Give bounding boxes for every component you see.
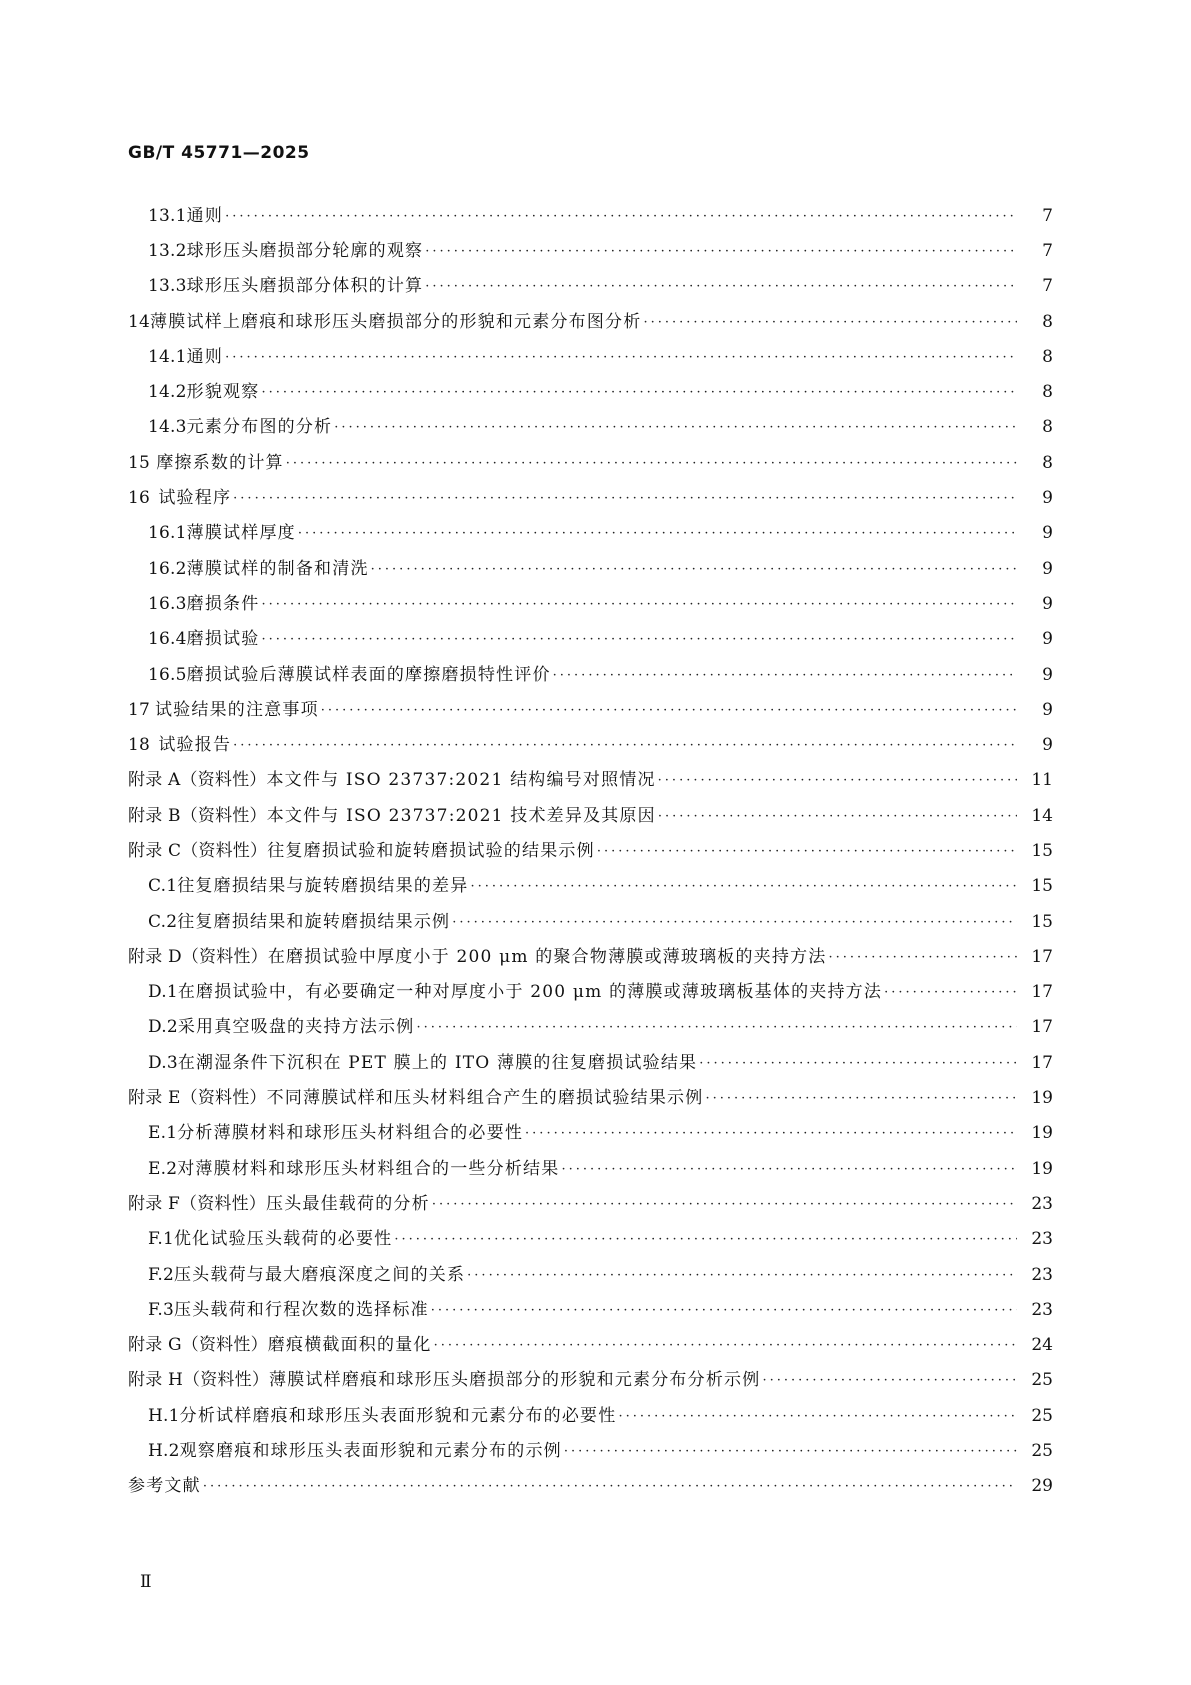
toc-entry-page: 25 [1031,1405,1053,1426]
toc-entry-title: 磨损试验 [186,629,260,650]
toc-dot-leader [597,841,1017,863]
toc-entry[interactable] [128,1116,1053,1151]
toc-entry-number: 13.1 [148,205,187,226]
toc-entry-title: 试验结果的注意事项 [154,699,319,720]
toc-entry-page: 23 [1031,1193,1053,1214]
toc-dot-leader [470,876,1017,898]
toc-entry-page: 8 [1042,452,1053,473]
toc-entry-number: 17 [128,699,151,720]
toc-dot-leader [643,312,1017,334]
toc-entry[interactable] [128,692,1053,727]
toc-entry-page: 23 [1031,1229,1053,1250]
toc-entry-title: 球形压头磨损部分体积的计算 [186,276,424,297]
toc-entry-page: 8 [1042,382,1053,403]
toc-entry-number: 16.2 [148,558,187,579]
toc-entry-title: 薄膜试样的制备和清洗 [186,558,369,579]
toc-entry-page: 19 [1031,1123,1053,1144]
toc-entry-title: 不同薄膜试样和压头材料组合产生的磨损试验结果示例 [266,1088,704,1109]
page-number-roman: Ⅱ [140,1572,152,1592]
toc-entry-title: 试验程序 [158,488,232,509]
toc-dot-leader [525,1123,1017,1145]
toc-entry[interactable] [128,339,1053,374]
toc-entry[interactable] [128,304,1053,339]
toc-dot-leader [564,1441,1017,1463]
toc-entry-title: 球形压头磨损部分轮廓的观察 [186,240,424,261]
toc-entry-number: F.1 [148,1229,174,1250]
toc-entry-title: 薄膜试样磨痕和球形压头磨损部分的形貌和元素分布分析示例 [269,1370,761,1391]
toc-entry-page: 17 [1031,982,1053,1003]
toc-entry-page: 8 [1042,417,1053,438]
toc-entry-number: 16.5 [148,664,187,685]
toc-entry-page: 9 [1042,699,1053,720]
toc-entry[interactable] [128,1433,1053,1468]
toc-dot-leader [233,488,1017,510]
toc-entry-number: E.1 [148,1123,178,1144]
toc-entry[interactable] [128,869,1053,904]
toc-entry-number: F.2 [148,1264,174,1285]
toc-entry-title: 在潮湿条件下沉积在 PET 膜上的 ITO 薄膜的往复磨损试验结果 [177,1052,698,1073]
toc-entry[interactable] [128,586,1053,621]
toc-entry-title: 分析试样磨痕和球形压头表面形貌和元素分布的必要性 [179,1405,617,1426]
toc-dot-leader [425,241,1017,263]
toc-dot-leader [467,1265,1017,1287]
toc-dot-leader [658,806,1017,828]
toc-entry-page: 7 [1042,276,1053,297]
toc-entry[interactable] [128,1151,1053,1186]
toc-entry-number: 18 [128,735,151,756]
toc-entry-page: 9 [1042,664,1053,685]
toc-entry-page: 23 [1031,1264,1053,1285]
toc-entry-title: 往复磨损结果和旋转磨损结果示例 [177,911,451,932]
toc-entry[interactable] [128,233,1053,268]
toc-entry[interactable] [128,622,1053,657]
toc-entry[interactable] [128,1080,1053,1115]
toc-entry[interactable] [128,1328,1053,1363]
toc-entry[interactable] [128,1469,1053,1504]
toc-entry-title: 往复磨损试验和旋转磨损试验的结果示例 [267,840,595,861]
toc-entry-number: C.2 [148,911,178,932]
toc-dot-leader [699,1053,1017,1075]
toc-dot-leader [561,1159,1017,1181]
toc-dot-leader [416,1017,1017,1039]
toc-dot-leader [225,347,1017,369]
toc-entry-number: 附录 H（资料性） [128,1370,270,1391]
toc-entry[interactable] [128,480,1053,515]
toc-entry-page: 17 [1031,946,1053,967]
toc-entry-page: 9 [1042,558,1053,579]
toc-entry[interactable] [128,939,1053,974]
toc-entry[interactable] [128,1186,1053,1221]
toc-entry-number: 13.2 [148,240,187,261]
toc-entry[interactable] [128,904,1053,939]
toc-entry-number: F.3 [148,1299,174,1320]
toc-entry-number: C.1 [148,876,178,897]
toc-dot-leader [233,735,1017,757]
toc-entry-number: 15 [128,452,151,473]
toc-entry[interactable] [128,1257,1053,1292]
toc-entry-title: 压头载荷和行程次数的选择标准 [173,1299,429,1320]
toc-entry-number: 附录 F（资料性） [128,1193,266,1214]
toc-entry-title: 本文件与 ISO 23737:2021 技术差异及其原因 [266,805,656,826]
toc-dot-leader [828,947,1017,969]
toc-entry[interactable] [128,763,1053,798]
toc-entry-page: 17 [1031,1017,1053,1038]
toc-dot-leader [261,629,1017,651]
toc-entry-title: 采用真空吸盘的夹持方法示例 [177,1017,415,1038]
toc-dot-leader [762,1370,1017,1392]
toc-entry-number: H.2 [148,1441,180,1462]
document-number: GB/T 45771—2025 [128,143,310,163]
toc-entry[interactable] [128,551,1053,586]
toc-entry-title: 磨损条件 [186,593,260,614]
toc-dot-leader [618,1406,1017,1428]
toc-entry-page: 9 [1042,735,1053,756]
toc-entry-page: 8 [1042,311,1053,332]
toc-entry-page: 24 [1031,1335,1053,1356]
toc-entry[interactable] [128,198,1053,233]
toc-entry[interactable] [128,1222,1053,1257]
toc-entry-title: 在磨损试验中厚度小于 200 μm 的聚合物薄膜或薄玻璃板的夹持方法 [267,946,827,967]
toc-entry-number: D.3 [148,1052,178,1073]
toc-entry-number: 附录 A（资料性） [128,770,267,791]
toc-entry-page: 15 [1031,840,1053,861]
toc-dot-leader [261,594,1017,616]
toc-entry[interactable] [128,1045,1053,1080]
toc-entry-page: 11 [1031,770,1053,791]
toc-dot-leader [261,382,1017,404]
toc-dot-leader [203,1476,1017,1498]
toc-entry-number: 16.3 [148,593,187,614]
toc-entry-title: 本文件与 ISO 23737:2021 结构编号对照情况 [266,770,656,791]
toc-entry-title: 分析薄膜材料和球形压头材料组合的必要性 [177,1123,524,1144]
toc-dot-leader [225,206,1017,228]
toc-entry-number: 14.2 [148,382,187,403]
toc-entry[interactable] [128,975,1053,1010]
toc-entry[interactable] [128,1292,1053,1327]
toc-entry[interactable] [128,374,1053,409]
toc-entry-page: 29 [1031,1476,1053,1497]
toc-entry[interactable] [128,1010,1053,1045]
toc-entry[interactable] [128,1363,1053,1398]
toc-dot-leader [434,1335,1017,1357]
toc-entry-page: 14 [1031,805,1053,826]
toc-entry-number: 附录 C（资料性） [128,840,268,861]
toc-entry-number: 16.4 [148,629,187,650]
toc-entry-title: 参考文献 [128,1476,201,1497]
toc-entry-title: 优化试验压头载荷的必要性 [173,1229,393,1250]
toc-entry-number: 附录 E（资料性） [128,1088,267,1109]
toc-entry-page: 15 [1031,911,1053,932]
toc-dot-leader [705,1088,1017,1110]
toc-entry-page: 9 [1042,488,1053,509]
toc-dot-leader [553,665,1017,687]
toc-entry[interactable] [128,727,1053,762]
toc-entry[interactable] [128,833,1053,868]
toc-entry-page: 7 [1042,240,1053,261]
toc-entry-number: 16 [128,488,151,509]
toc-dot-leader [321,700,1017,722]
toc-entry-title: 通则 [186,346,224,367]
toc-entry-number: 13.3 [148,276,187,297]
toc-entry-number: 16.1 [148,523,187,544]
toc-entry-page: 19 [1031,1158,1053,1179]
toc-entry-number: E.2 [148,1158,178,1179]
toc-entry-title: 摩擦系数的计算 [156,452,284,473]
toc-entry-number: 14.3 [148,417,187,438]
toc-entry-title: 形貌观察 [186,382,260,403]
toc-entry-title: 磨痕横截面积的量化 [267,1335,432,1356]
toc-entry-page: 17 [1031,1052,1053,1073]
toc-dot-leader [431,1300,1017,1322]
toc-entry[interactable] [128,516,1053,551]
toc-dot-leader [658,770,1017,792]
toc-entry-page: 25 [1031,1370,1053,1391]
toc-entry-number: D.2 [148,1017,178,1038]
toc-entry-number: H.1 [148,1405,180,1426]
toc-entry-number: 14.1 [148,346,187,367]
toc-entry-title: 通则 [186,205,224,226]
toc-entry[interactable] [128,269,1053,304]
toc-entry[interactable] [128,445,1053,480]
toc-entry-title: 压头最佳载荷的分析 [266,1193,430,1214]
toc-entry-number: 14 [128,311,151,332]
toc-entry-title: 薄膜试样厚度 [186,523,296,544]
toc-entry[interactable] [128,410,1053,445]
toc-entry-title: 往复磨损结果与旋转磨损结果的差异 [177,876,469,897]
toc-entry-title: 元素分布图的分析 [186,417,333,438]
toc-dot-leader [286,453,1017,475]
toc-entry-title: 压头载荷与最大磨痕深度之间的关系 [173,1264,466,1285]
toc-entry-page: 19 [1031,1088,1053,1109]
toc-entry-page: 7 [1042,205,1053,226]
toc-dot-leader [371,559,1017,581]
toc-entry-title: 在磨损试验中，有必要确定一种对厚度小于 200 μm 的薄膜或薄玻璃板基体的夹持方法 [177,982,883,1003]
toc-entry-page: 25 [1031,1441,1053,1462]
toc-entry-title: 观察磨痕和球形压头表面形貌和元素分布的示例 [179,1441,562,1462]
toc-entry-title: 薄膜试样上磨痕和球形压头磨损部分的形貌和元素分布图分析 [150,311,642,332]
toc-entry-number: 附录 B（资料性） [128,805,267,826]
toc-entry-title: 对薄膜材料和球形压头材料组合的一些分析结果 [177,1158,560,1179]
toc-entry-page: 15 [1031,876,1053,897]
toc-entry-title: 磨损试验后薄膜试样表面的摩擦磨损特性评价 [186,664,551,685]
toc-entry-number: 附录 G（资料性） [128,1335,268,1356]
toc-entry-page: 9 [1042,629,1053,650]
toc-entry-title: 试验报告 [158,735,232,756]
toc-entry-page: 9 [1042,593,1053,614]
toc-dot-leader [452,912,1017,934]
toc-entry[interactable] [128,1398,1053,1433]
toc-dot-leader [298,523,1017,545]
toc-entry-page: 9 [1042,523,1053,544]
toc-entry[interactable] [128,798,1053,833]
table-of-contents [128,198,1053,1504]
toc-dot-leader [425,276,1017,298]
toc-dot-leader [394,1229,1017,1251]
toc-dot-leader [334,417,1017,439]
toc-entry-number: 附录 D（资料性） [128,946,268,967]
toc-entry[interactable] [128,657,1053,692]
toc-dot-leader [432,1194,1017,1216]
toc-entry-page: 8 [1042,346,1053,367]
toc-entry-number: D.1 [148,982,178,1003]
toc-entry-page: 23 [1031,1299,1053,1320]
toc-dot-leader [884,982,1017,1004]
